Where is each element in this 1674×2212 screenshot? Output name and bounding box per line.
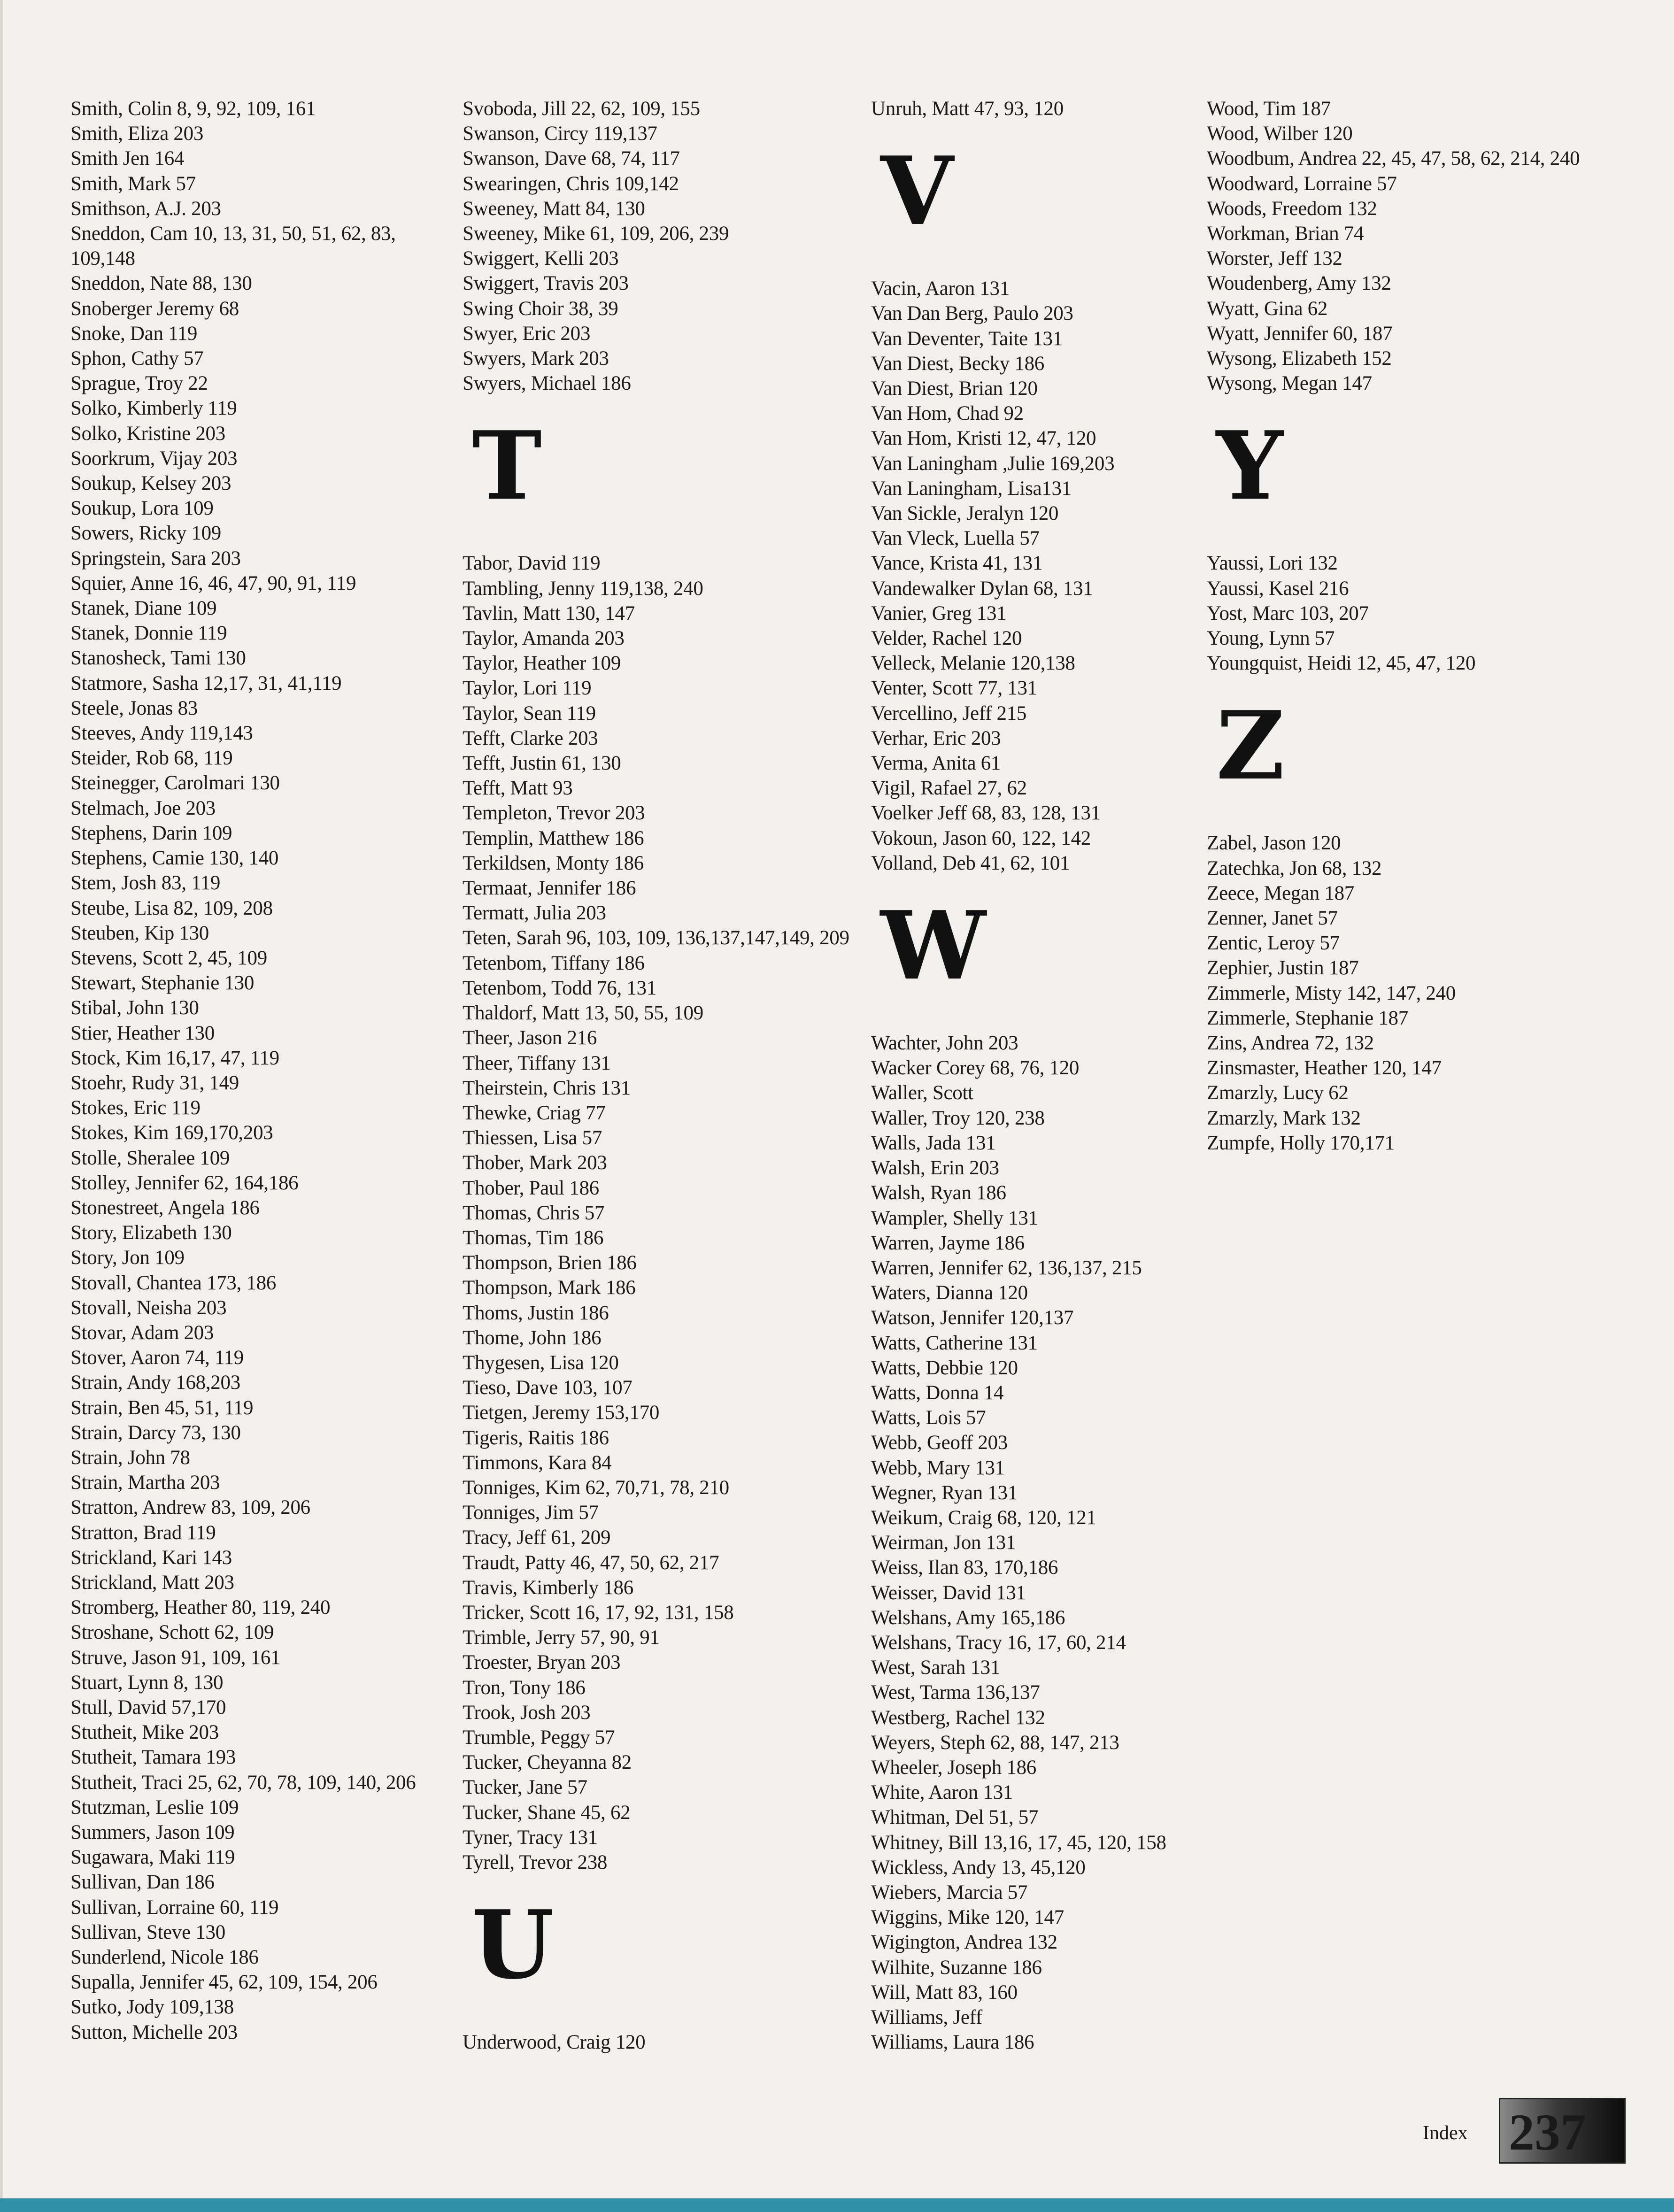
index-entry: Tricker, Scott 16, 17, 92, 131, 158 bbox=[463, 1601, 734, 1624]
index-entry: Troester, Bryan 203 bbox=[463, 1651, 621, 1674]
index-entry: Westberg, Rachel 132 bbox=[871, 1706, 1045, 1729]
index-entry: Wysong, Megan 147 bbox=[1207, 372, 1372, 395]
index-entry: Tigeris, Raitis 186 bbox=[463, 1426, 609, 1449]
index-column-4 bbox=[1207, 96, 1629, 1156]
index-entry: Teten, Sarah 96, 103, 109, 136,137,147,149, 209 bbox=[463, 927, 849, 949]
index-entry: Vercellino, Jeff 215 bbox=[871, 702, 1027, 724]
index-entry: Zenner, Janet 57 bbox=[1207, 907, 1338, 930]
index-entry: West, Sarah 131 bbox=[871, 1657, 1001, 1679]
index-entry: Sowers, Ricky 109 bbox=[70, 522, 221, 545]
index-entry: Stokes, Eric 119 bbox=[70, 1097, 201, 1119]
index-entry: Tabor, David 119 bbox=[463, 552, 601, 575]
index-entry: West, Tarma 136,137 bbox=[871, 1681, 1040, 1704]
index-entry: Whitman, Del 51, 57 bbox=[871, 1806, 1039, 1829]
index-entry: Smith, Mark 57 bbox=[70, 172, 196, 195]
index-entry: Zins, Andrea 72, 132 bbox=[1207, 1032, 1374, 1055]
index-entry: Stolley, Jennifer 62, 164,186 bbox=[70, 1172, 299, 1194]
index-entry: Tucker, Cheyanna 82 bbox=[463, 1751, 632, 1774]
index-entry: Watts, Lois 57 bbox=[871, 1407, 986, 1429]
index-entry: Tonniges, Kim 62, 70,71, 78, 210 bbox=[463, 1476, 729, 1499]
index-entry: Steinegger, Carolmari 130 bbox=[70, 772, 280, 794]
index-entry: Wood, Tim 187 bbox=[1207, 98, 1331, 120]
index-entry: Tyrell, Trevor 238 bbox=[463, 1851, 608, 1873]
index-entry: Woodbum, Andrea 22, 45, 47, 58, 62, 214, 240 bbox=[1207, 147, 1580, 170]
index-entry: Swyers, Michael 186 bbox=[463, 372, 631, 395]
index-entry: Zmarzly, Lucy 62 bbox=[1207, 1082, 1349, 1104]
index-entry: Verhar, Eric 203 bbox=[871, 727, 1001, 749]
index-entry: Van Dan Berg, Paulo 203 bbox=[871, 302, 1073, 325]
index-entry: Tron, Tony 186 bbox=[463, 1676, 586, 1699]
index-entry: Venter, Scott 77, 131 bbox=[871, 677, 1037, 700]
index-entry: Stutzman, Leslie 109 bbox=[70, 1796, 239, 1819]
index-entry: Sneddon, Cam 10, 13, 31, 50, 51, 62, 83, bbox=[70, 223, 396, 245]
index-entry: Wheeler, Joseph 186 bbox=[871, 1756, 1036, 1779]
index-entry: Will, Matt 83, 160 bbox=[871, 1981, 1018, 2004]
index-entry: Vance, Krista 41, 131 bbox=[871, 552, 1043, 575]
index-entry: Strickland, Matt 203 bbox=[70, 1571, 234, 1594]
index-entry: Thygesen, Lisa 120 bbox=[463, 1351, 619, 1374]
index-entry: Youngquist, Heidi 12, 45, 47, 120 bbox=[1207, 652, 1476, 675]
index-entry: Theirstein, Chris 131 bbox=[463, 1077, 631, 1099]
index-entry: Wiebers, Marcia 57 bbox=[871, 1881, 1028, 1904]
index-entry: Tucker, Jane 57 bbox=[463, 1776, 587, 1799]
index-entry: Stratton, Brad 119 bbox=[70, 1521, 216, 1544]
index-entry: Thome, John 186 bbox=[463, 1326, 602, 1349]
index-entry: Sullivan, Dan 186 bbox=[70, 1871, 215, 1894]
index-entry: Van Diest, Becky 186 bbox=[871, 352, 1044, 375]
index-entry: Soukup, Kelsey 203 bbox=[70, 472, 231, 495]
index-entry: Stratton, Andrew 83, 109, 206 bbox=[70, 1496, 310, 1519]
index-entry: Traudt, Patty 46, 47, 50, 62, 217 bbox=[463, 1551, 719, 1574]
index-entry: Supalla, Jennifer 45, 62, 109, 154, 206 bbox=[70, 1971, 378, 1994]
index-entry: Webb, Geoff 203 bbox=[871, 1432, 1008, 1454]
index-entry: Vanier, Greg 131 bbox=[871, 602, 1007, 624]
index-entry: Worster, Jeff 132 bbox=[1207, 247, 1342, 270]
index-entry: Swiggert, Kelli 203 bbox=[463, 247, 619, 270]
index-entry: Van Hom, Chad 92 bbox=[871, 402, 1024, 425]
index-entry: Summers, Jason 109 bbox=[70, 1821, 235, 1844]
index-entry: Timmons, Kara 84 bbox=[463, 1451, 612, 1474]
index-entry: Walsh, Ryan 186 bbox=[871, 1182, 1006, 1204]
index-entry: Van Diest, Brian 120 bbox=[871, 378, 1038, 400]
index-entry: Vokoun, Jason 60, 122, 142 bbox=[871, 827, 1091, 849]
index-entry: Taylor, Amanda 203 bbox=[463, 627, 625, 650]
index-entry: Stokes, Kim 169,170,203 bbox=[70, 1122, 273, 1144]
index-entry: Swiggert, Travis 203 bbox=[463, 272, 629, 295]
index-entry: Steube, Lisa 82, 109, 208 bbox=[70, 897, 273, 919]
index-entry: Smithson, A.J. 203 bbox=[70, 197, 221, 220]
index-entry: Tyner, Tracy 131 bbox=[463, 1826, 598, 1849]
index-entry: Stutheit, Mike 203 bbox=[70, 1721, 219, 1744]
page-left-edge bbox=[0, 0, 3, 2198]
index-entry: Steuben, Kip 130 bbox=[70, 922, 209, 944]
index-entry: Woodward, Lorraine 57 bbox=[1207, 172, 1397, 195]
index-entry: Soorkrum, Vijay 203 bbox=[70, 447, 238, 470]
index-entry: Smith Jen 164 bbox=[70, 147, 185, 170]
index-entry: Swanson, Dave 68, 74, 117 bbox=[463, 147, 680, 170]
index-entry: Tefft, Clarke 203 bbox=[463, 727, 598, 749]
index-entry: Tefft, Matt 93 bbox=[463, 777, 573, 800]
section-letter: Y bbox=[1216, 411, 1283, 522]
section-letter: Z bbox=[1216, 691, 1285, 802]
index-entry: Tucker, Shane 45, 62 bbox=[463, 1801, 631, 1824]
index-entry: Theer, Tiffany 131 bbox=[463, 1052, 611, 1074]
section-letter: W bbox=[880, 891, 986, 1002]
section-letter: T bbox=[472, 411, 542, 522]
index-entry: Watson, Jennifer 120,137 bbox=[871, 1307, 1074, 1329]
index-entry: Stibal, John 130 bbox=[70, 997, 199, 1019]
index-entry: Solko, Kimberly 119 bbox=[70, 397, 237, 420]
index-entry: Williams, Laura 186 bbox=[871, 2031, 1034, 2054]
index-entry: Swing Choir 38, 39 bbox=[463, 297, 618, 320]
index-entry: Sneddon, Nate 88, 130 bbox=[70, 272, 252, 295]
index-entry: Zabel, Jason 120 bbox=[1207, 832, 1341, 855]
section-letter: V bbox=[880, 136, 954, 247]
index-entry: Williams, Jeff bbox=[871, 2006, 982, 2028]
index-entry: Strain, Ben 45, 51, 119 bbox=[70, 1396, 254, 1419]
index-entry: Strain, Darcy 73, 130 bbox=[70, 1421, 241, 1444]
index-entry: Statmore, Sasha 12,17, 31, 41,119 bbox=[70, 672, 342, 694]
index-entry: Tonniges, Jim 57 bbox=[463, 1502, 599, 1524]
index-entry: Zeece, Megan 187 bbox=[1207, 882, 1354, 904]
index-entry: Stephens, Camie 130, 140 bbox=[70, 847, 279, 870]
index-entry: Soukup, Lora 109 bbox=[70, 497, 214, 520]
index-entry: Yaussi, Lori 132 bbox=[1207, 552, 1338, 575]
index-entry: Young, Lynn 57 bbox=[1207, 627, 1335, 650]
index-entry: Thiessen, Lisa 57 bbox=[463, 1127, 602, 1149]
index-entry: White, Aaron 131 bbox=[871, 1781, 1013, 1804]
index-entry: Thomas, Tim 186 bbox=[463, 1226, 604, 1249]
index-entry: Strain, John 78 bbox=[70, 1446, 190, 1469]
index-entry: Wiggins, Mike 120, 147 bbox=[871, 1906, 1064, 1929]
index-entry: Zimmerle, Stephanie 187 bbox=[1207, 1007, 1408, 1029]
index-entry: Templeton, Trevor 203 bbox=[463, 802, 645, 825]
index-entry: Swanson, Circy 119,137 bbox=[463, 123, 657, 145]
index-entry: Welshans, Amy 165,186 bbox=[871, 1606, 1065, 1629]
index-entry: Vacin, Aaron 131 bbox=[871, 277, 1010, 300]
index-entry: Workman, Brian 74 bbox=[1207, 223, 1364, 245]
index-entry: Trimble, Jerry 57, 90, 91 bbox=[463, 1626, 660, 1649]
index-entry: Tietgen, Jeremy 153,170 bbox=[463, 1402, 660, 1424]
index-entry: Wampler, Shelly 131 bbox=[871, 1207, 1038, 1229]
index-entry: Warren, Jayme 186 bbox=[871, 1232, 1025, 1254]
index-entry: Zimmerle, Misty 142, 147, 240 bbox=[1207, 982, 1456, 1004]
index-entry: Snoke, Dan 119 bbox=[70, 322, 198, 345]
index-entry: Thoms, Justin 186 bbox=[463, 1302, 609, 1324]
index-entry: Stovall, Chantea 173, 186 bbox=[70, 1272, 276, 1294]
index-entry: Thompson, Brien 186 bbox=[463, 1252, 637, 1274]
index-column-3 bbox=[871, 96, 1200, 2055]
index-entry: Sunderlend, Nicole 186 bbox=[70, 1946, 259, 1969]
index-entry: Van Laningham ,Julie 169,203 bbox=[871, 452, 1115, 475]
index-entry: Weyers, Steph 62, 88, 147, 213 bbox=[871, 1731, 1119, 1754]
index-entry: Stonestreet, Angela 186 bbox=[70, 1196, 260, 1219]
index-entry: Sphon, Cathy 57 bbox=[70, 347, 204, 370]
index-entry: Volland, Deb 41, 62, 101 bbox=[871, 852, 1070, 874]
index-entry: Wyatt, Gina 62 bbox=[1207, 297, 1328, 320]
index-entry: Walls, Jada 131 bbox=[871, 1132, 996, 1154]
index-entry: Weirman, Jon 131 bbox=[871, 1532, 1016, 1554]
index-entry: Thompson, Mark 186 bbox=[463, 1277, 636, 1299]
index-entry: Weikum, Craig 68, 120, 121 bbox=[871, 1506, 1096, 1529]
index-entry: Sutton, Michelle 203 bbox=[70, 2021, 238, 2043]
index-entry: Struve, Jason 91, 109, 161 bbox=[70, 1646, 281, 1669]
index-entry: Tracy, Jeff 61, 209 bbox=[463, 1526, 611, 1549]
index-entry: Snoberger Jeremy 68 bbox=[70, 297, 239, 320]
index-entry: Thaldorf, Matt 13, 50, 55, 109 bbox=[463, 1002, 703, 1025]
index-entry: Terkildsen, Monty 186 bbox=[463, 852, 644, 874]
index-entry: Sweeney, Matt 84, 130 bbox=[463, 197, 645, 220]
index-entry: Unruh, Matt 47, 93, 120 bbox=[871, 98, 1064, 120]
index-entry: Van Sickle, Jeralyn 120 bbox=[871, 502, 1059, 525]
index-entry: Stanek, Donnie 119 bbox=[70, 622, 227, 645]
index-entry: Templin, Matthew 186 bbox=[463, 827, 644, 849]
index-entry: Watts, Catherine 131 bbox=[871, 1332, 1038, 1354]
index-entry: Taylor, Sean 119 bbox=[463, 702, 596, 724]
index-entry: Stover, Aaron 74, 119 bbox=[70, 1347, 244, 1369]
index-entry: Zentic, Leroy 57 bbox=[1207, 932, 1340, 955]
index-entry: Webb, Mary 131 bbox=[871, 1457, 1005, 1479]
index-entry: 109,148 bbox=[70, 247, 135, 270]
index-entry: Wachter, John 203 bbox=[871, 1032, 1018, 1055]
index-entry: Yost, Marc 103, 207 bbox=[1207, 602, 1369, 624]
index-entry: Wigington, Andrea 132 bbox=[871, 1931, 1057, 1954]
index-entry: Tetenbom, Todd 76, 131 bbox=[463, 977, 656, 999]
index-entry: Zumpfe, Holly 170,171 bbox=[1207, 1132, 1395, 1154]
index-entry: Zmarzly, Mark 132 bbox=[1207, 1107, 1361, 1129]
index-entry: Wilhite, Suzanne 186 bbox=[871, 1956, 1042, 1979]
index-entry: Stromberg, Heather 80, 119, 240 bbox=[70, 1596, 331, 1619]
index-entry: Woudenberg, Amy 132 bbox=[1207, 272, 1391, 295]
index-entry: Stroshane, Schott 62, 109 bbox=[70, 1621, 274, 1644]
index-entry: Stuart, Lynn 8, 130 bbox=[70, 1671, 224, 1694]
index-entry: Stock, Kim 16,17, 47, 119 bbox=[70, 1047, 279, 1069]
index-entry: Steider, Rob 68, 119 bbox=[70, 747, 233, 770]
index-entry: Stem, Josh 83, 119 bbox=[70, 872, 221, 894]
index-entry: Watts, Donna 14 bbox=[871, 1381, 1004, 1404]
index-entry: Strain, Andy 168,203 bbox=[70, 1372, 240, 1394]
index-entry: Steeves, Andy 119,143 bbox=[70, 722, 253, 745]
index-entry: Sutko, Jody 109,138 bbox=[70, 1996, 234, 2019]
index-entry: Weiss, Ilan 83, 170,186 bbox=[871, 1557, 1058, 1579]
index-entry: Stoehr, Rudy 31, 149 bbox=[70, 1071, 239, 1094]
index-entry: Stovar, Adam 203 bbox=[70, 1321, 214, 1344]
index-entry: Verma, Anita 61 bbox=[871, 752, 1001, 775]
index-entry: Walsh, Erin 203 bbox=[871, 1157, 999, 1179]
index-entry: Strickland, Kari 143 bbox=[70, 1546, 232, 1569]
index-entry: Termatt, Julia 203 bbox=[463, 902, 606, 925]
index-entry: Stull, David 57,170 bbox=[70, 1696, 226, 1719]
index-entry: Zatechka, Jon 68, 132 bbox=[1207, 857, 1382, 879]
bottom-color-band bbox=[0, 2198, 1674, 2212]
index-entry: Underwood, Craig 120 bbox=[463, 2031, 646, 2054]
index-entry: Watts, Debbie 120 bbox=[871, 1356, 1018, 1379]
index-entry: Swyers, Mark 203 bbox=[463, 347, 609, 370]
index-entry: Tambling, Jenny 119,138, 240 bbox=[463, 577, 703, 600]
index-entry: Stanek, Diane 109 bbox=[70, 597, 217, 620]
index-entry: Wickless, Andy 13, 45,120 bbox=[871, 1856, 1086, 1879]
index-entry: Sweeney, Mike 61, 109, 206, 239 bbox=[463, 223, 729, 245]
index-entry: Wyatt, Jennifer 60, 187 bbox=[1207, 322, 1393, 345]
index-entry: Vigil, Rafael 27, 62 bbox=[871, 777, 1027, 800]
index-entry: Warren, Jennifer 62, 136,137, 215 bbox=[871, 1256, 1142, 1279]
index-entry: Wegner, Ryan 131 bbox=[871, 1481, 1018, 1504]
index-entry: Stutheit, Traci 25, 62, 70, 78, 109, 140, 206 bbox=[70, 1771, 416, 1794]
index-entry: Stelmach, Joe 203 bbox=[70, 797, 216, 819]
index-entry: Van Laningham, Lisa131 bbox=[871, 477, 1072, 500]
index-entry: Sprague, Troy 22 bbox=[70, 372, 208, 395]
index-entry: Swearingen, Chris 109,142 bbox=[463, 172, 679, 195]
index-entry: Velder, Rachel 120 bbox=[871, 627, 1022, 650]
index-entry: Stanosheck, Tami 130 bbox=[70, 647, 246, 670]
index-entry: Story, Elizabeth 130 bbox=[70, 1222, 232, 1244]
index-entry: Stewart, Stephanie 130 bbox=[70, 972, 255, 994]
index-entry: Stier, Heather 130 bbox=[70, 1022, 215, 1044]
index-entry: Theer, Jason 216 bbox=[463, 1027, 597, 1049]
footer-label: Index bbox=[1423, 2122, 1468, 2144]
index-entry: Smith, Eliza 203 bbox=[70, 123, 204, 145]
index-entry: Stephens, Darin 109 bbox=[70, 822, 232, 844]
index-entry: Travis, Kimberly 186 bbox=[463, 1576, 633, 1599]
index-entry: Thober, Mark 203 bbox=[463, 1152, 607, 1174]
index-entry: Springstein, Sara 203 bbox=[70, 547, 241, 570]
index-entry: Squier, Anne 16, 46, 47, 90, 91, 119 bbox=[70, 572, 356, 594]
index-entry: Yaussi, Kasel 216 bbox=[1207, 577, 1349, 600]
index-entry: Tavlin, Matt 130, 147 bbox=[463, 602, 635, 624]
index-entry: Sullivan, Steve 130 bbox=[70, 1921, 225, 1943]
index-entry: Taylor, Lori 119 bbox=[463, 677, 592, 700]
index-entry: Waller, Scott bbox=[871, 1082, 973, 1104]
index-entry: Thewke, Criag 77 bbox=[463, 1102, 606, 1124]
index-entry: Welshans, Tracy 16, 17, 60, 214 bbox=[871, 1631, 1126, 1654]
page-number: 237 bbox=[1499, 2098, 1626, 2164]
index-entry: Smith, Colin 8, 9, 92, 109, 161 bbox=[70, 98, 316, 120]
index-entry: Van Vleck, Luella 57 bbox=[871, 527, 1040, 550]
index-entry: Weisser, David 131 bbox=[871, 1581, 1026, 1604]
index-entry: Waters, Dianna 120 bbox=[871, 1282, 1028, 1304]
index-entry: Trook, Josh 203 bbox=[463, 1701, 591, 1724]
index-entry: Stolle, Sheralee 109 bbox=[70, 1147, 230, 1169]
index-entry: Strain, Martha 203 bbox=[70, 1472, 220, 1494]
index-entry: Stevens, Scott 2, 45, 109 bbox=[70, 947, 267, 969]
index-entry: Stutheit, Tamara 193 bbox=[70, 1746, 236, 1769]
index-entry: Waller, Troy 120, 238 bbox=[871, 1107, 1045, 1129]
index-entry: Thober, Paul 186 bbox=[463, 1177, 599, 1199]
index-entry: Woods, Freedom 132 bbox=[1207, 197, 1377, 220]
index-entry: Termaat, Jennifer 186 bbox=[463, 877, 636, 900]
index-entry: Velleck, Melanie 120,138 bbox=[871, 652, 1075, 675]
index-entry: Wood, Wilber 120 bbox=[1207, 123, 1353, 145]
index-entry: Sullivan, Lorraine 60, 119 bbox=[70, 1896, 279, 1919]
index-entry: Voelker Jeff 68, 83, 128, 131 bbox=[871, 802, 1101, 825]
index-column-2 bbox=[463, 96, 876, 2055]
index-entry: Whitney, Bill 13,16, 17, 45, 120, 158 bbox=[871, 1831, 1166, 1854]
index-entry: Trumble, Peggy 57 bbox=[463, 1726, 615, 1749]
index-entry: Zinsmaster, Heather 120, 147 bbox=[1207, 1057, 1442, 1079]
index-entry: Tieso, Dave 103, 107 bbox=[463, 1377, 633, 1399]
index-entry: Taylor, Heather 109 bbox=[463, 652, 621, 675]
index-entry: Tetenbom, Tiffany 186 bbox=[463, 952, 645, 974]
index-entry: Van Hom, Kristi 12, 47, 120 bbox=[871, 427, 1096, 450]
index-entry: Van Deventer, Taite 131 bbox=[871, 327, 1063, 350]
index-entry: Solko, Kristine 203 bbox=[70, 422, 225, 445]
index-entry: Svoboda, Jill 22, 62, 109, 155 bbox=[463, 98, 700, 120]
index-entry: Thomas, Chris 57 bbox=[463, 1202, 605, 1224]
index-entry: Stovall, Neisha 203 bbox=[70, 1296, 227, 1319]
index-entry: Swyer, Eric 203 bbox=[463, 322, 591, 345]
index-entry: Steele, Jonas 83 bbox=[70, 697, 198, 719]
index-entry: Zephier, Justin 187 bbox=[1207, 957, 1359, 979]
index-entry: Wacker Corey 68, 76, 120 bbox=[871, 1057, 1080, 1079]
index-entry: Sugawara, Maki 119 bbox=[70, 1846, 235, 1869]
section-letter: U bbox=[472, 1890, 554, 2001]
index-entry: Wysong, Elizabeth 152 bbox=[1207, 347, 1392, 370]
index-entry: Story, Jon 109 bbox=[70, 1247, 185, 1269]
index-entry: Vandewalker Dylan 68, 131 bbox=[871, 577, 1093, 600]
index-column-1 bbox=[70, 96, 455, 2045]
index-entry: Tefft, Justin 61, 130 bbox=[463, 752, 621, 775]
